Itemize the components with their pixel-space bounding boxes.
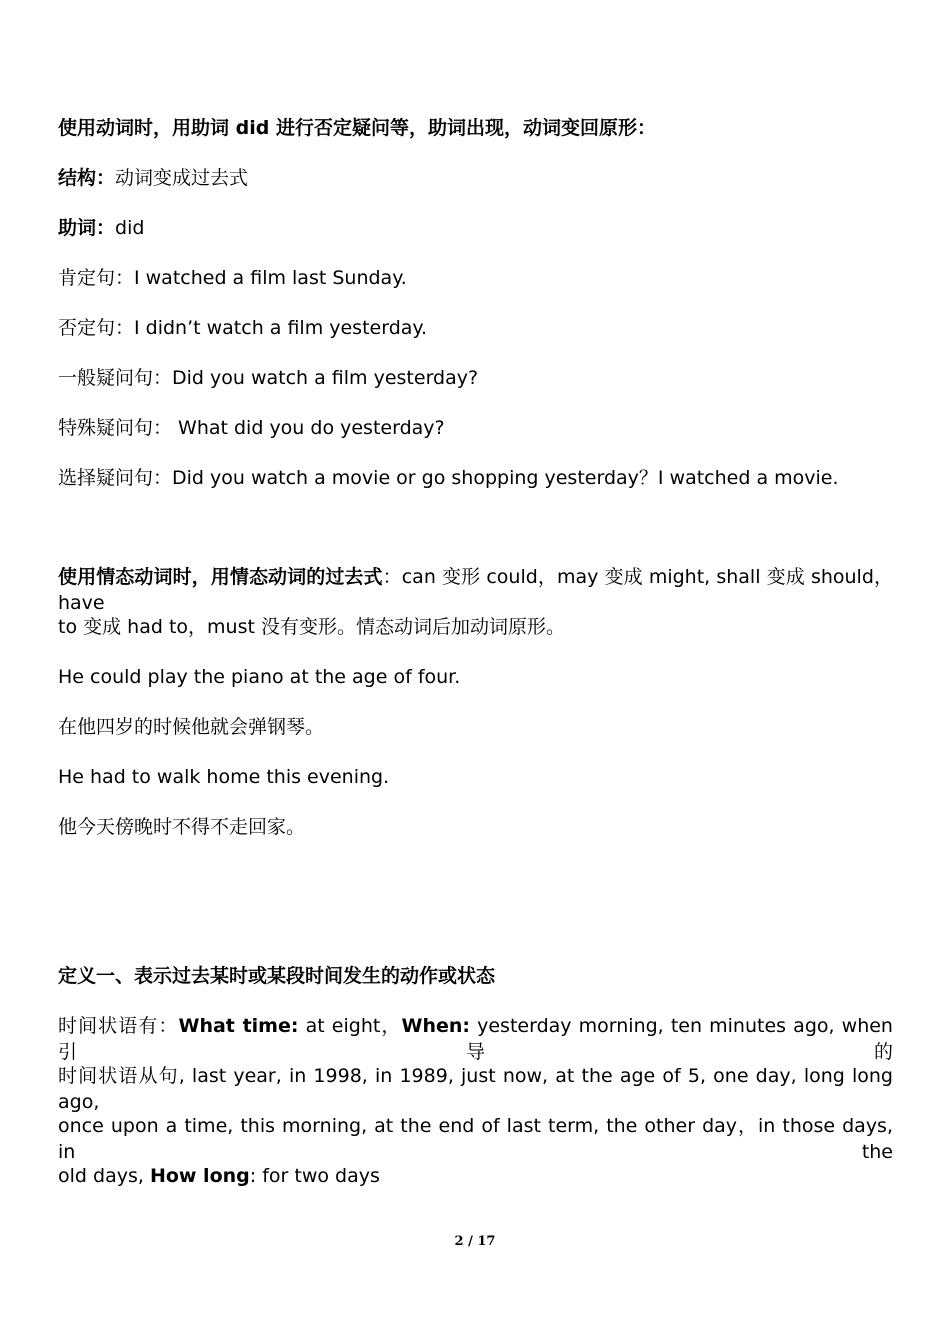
general-question-example: 一般疑问句：Did you watch a film yesterday? (58, 367, 479, 389)
choice-question-example: 选择疑问句：Did you watch a movie or go shopping yesterday？I watched a movie. (58, 467, 839, 489)
time-adverbial-line2: 时间状语从句, last year, in 1998, in 1989, just now, at the age of 5, one day, long long ago, (58, 1065, 893, 1113)
structure-line (58, 165, 248, 191)
what-time-label: What time: (178, 1015, 299, 1037)
section2-heading (58, 564, 893, 616)
example1-chinese: 在他四岁的时候他就会弹钢琴。 (58, 716, 325, 738)
time-adverbial-line4: old days, How long: for two days (58, 1165, 380, 1187)
section2-heading-rest: ：can 变形 could，may 变成 might, shall 变成 should，have (58, 566, 893, 614)
page-number: 2 / 17 (454, 1234, 496, 1249)
when-label: When: (401, 1015, 470, 1037)
example1-english: He could play the piano at the age of four. (58, 666, 461, 688)
affirmative-example: 肯定句：I watched a film last Sunday. (58, 267, 407, 289)
auxiliary-value: did (115, 217, 145, 239)
auxiliary-line (58, 215, 144, 241)
special-question-example: 特殊疑问句： What did you do yesterday? (58, 417, 445, 439)
auxiliary-label: 助词： (58, 217, 116, 239)
section3-heading: 定义一、表示过去某时或某段时间发生的动作或状态 (58, 965, 496, 987)
time-adverbial-prefix: 时间状语有： (58, 1015, 179, 1037)
time-adverbial-line1: 时间状语有：What time: at eight，When: yesterday morning, ten minutes ago, when 引导的 (58, 1015, 893, 1063)
section1-heading: 使用动词时，用助词 did 进行否定疑问等，助词出现，动词变回原形： (58, 117, 656, 139)
section2-heading-bold: 使用情态动词时，用情态动词的过去式 (58, 566, 383, 588)
how-long-label: How long (149, 1165, 250, 1187)
structure-label: 结构： (58, 167, 116, 189)
structure-value: 动词变成过去式 (115, 167, 249, 189)
example2-chinese: 他今天傍晚时不得不走回家。 (58, 816, 306, 838)
section2-heading-line2: to 变成 had to，must 没有变形。情态动词后加动词原形。 (58, 616, 565, 638)
time-adverbial-line3: once upon a time, this morning, at the end of last term, the other day，in those days, in the (58, 1115, 893, 1163)
negative-example: 否定句：I didn’t watch a film yesterday. (58, 317, 427, 339)
example2-english: He had to walk home this evening. (58, 766, 390, 788)
